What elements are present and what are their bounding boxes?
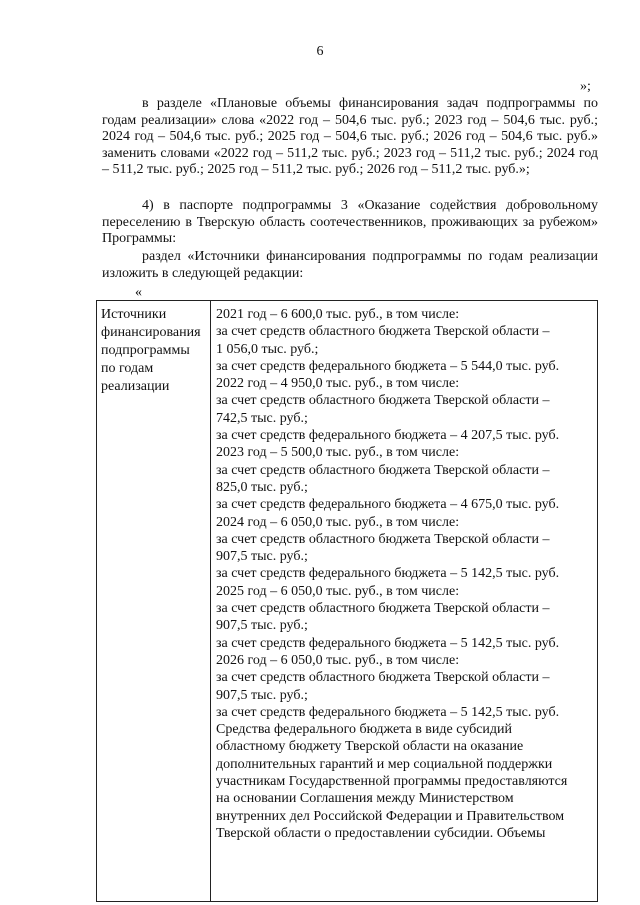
table-funding-line: за счет средств федерального бюджета – 4 675,0 тыс. руб.: [216, 497, 560, 513]
table-funding-details-cell: [211, 301, 597, 901]
table-funding-line: за счет средств областного бюджета Тверской области –: [216, 670, 550, 686]
table-funding-line: за счет средств областного бюджета Тверской области –: [216, 393, 550, 409]
table-funding-line: 1 056,0 тыс. руб.;: [216, 341, 319, 357]
table-label-line: реализации: [101, 379, 170, 394]
paragraph-funding-amendment: в разделе «Плановые объемы финансирования задач подпрограммы по годам реализации» слова «2022 год – 504,6 тыс. руб.; 2023 год – 504,6 тыс. руб.; 2024 год – 504,6 тыс. руб.; 2025 год – 504,6 тыс. руб.; 2026 год – 504,6 тыс. руб.» заменить словами «2022 год – 511,2 тыс. руб.; 2023 год – 511,2 тыс. руб.; 2024 год – 511,2 тыс. руб.; 2025 год – 511,2 тыс. руб.; 2026 год – 511,2 тыс. руб.»;: [102, 96, 598, 177]
table-funding-line: за счет средств областного бюджета Тверской области –: [216, 324, 550, 340]
table-funding-line: Тверской области о предоставлении субсидии. Объемы: [216, 825, 546, 841]
table-funding-line: внутренних дел Российской Федерации и Правительством: [216, 808, 565, 824]
table-funding-line: 2025 год – 6 050,0 тыс. руб., в том числе:: [216, 583, 460, 599]
paragraph-section-intro: раздел «Источники финансирования подпрограммы по годам реализации изложить в следующей редакции:: [102, 249, 598, 281]
table-funding-line: за счет средств федерального бюджета – 5 544,0 тыс. руб.: [216, 358, 560, 374]
table-funding-line: за счет средств федерального бюджета – 5 142,5 тыс. руб.: [216, 704, 560, 720]
table-label-line: подпрограммы: [101, 343, 190, 358]
funding-sources-table: [96, 300, 598, 902]
table-funding-line: 907,5 тыс. руб.;: [216, 618, 308, 634]
table-label-line: финансирования: [101, 325, 201, 340]
closing-quote: »;: [580, 79, 591, 94]
table-funding-line: участникам Государственной программы предоставляются: [216, 774, 568, 790]
opening-quote: «: [135, 285, 142, 300]
table-funding-line: 2026 год – 6 050,0 тыс. руб., в том числе:: [216, 652, 460, 668]
table-label-line: по годам: [101, 361, 154, 376]
paragraph-subprogram-3: 4) в паспорте подпрограммы 3 «Оказание содействия добровольному переселению в Тверскую область соотечественников, проживающих за рубежом» Программы:: [102, 198, 598, 246]
table-funding-line: за счет средств областного бюджета Тверской области –: [216, 601, 550, 617]
table-funding-line: за счет средств федерального бюджета – 5 142,5 тыс. руб.: [216, 566, 560, 582]
table-row-header-cell: [97, 301, 211, 901]
table-funding-line: Средства федерального бюджета в виде субсидий: [216, 722, 513, 738]
table-funding-line: 825,0 тыс. руб.;: [216, 479, 308, 495]
page-number: 6: [316, 44, 324, 59]
table-funding-line: дополнительных гарантий и мер социальной поддержки: [216, 756, 553, 772]
table-label-line: Источники: [101, 307, 167, 322]
table-funding-line: за счет средств областного бюджета Тверской области –: [216, 462, 550, 478]
table-funding-line: 742,5 тыс. руб.;: [216, 410, 308, 426]
table-funding-line: 907,5 тыс. руб.;: [216, 687, 308, 703]
table-funding-line: 2023 год – 5 500,0 тыс. руб., в том числе:: [216, 445, 460, 461]
table-funding-line: за счет средств федерального бюджета – 5 142,5 тыс. руб.: [216, 635, 560, 651]
table-funding-line: 2022 год – 4 950,0 тыс. руб., в том числе:: [216, 376, 460, 392]
table-funding-line: областному бюджету Тверской области на оказание: [216, 739, 524, 755]
table-funding-line: 2024 год – 6 050,0 тыс. руб., в том числе:: [216, 514, 460, 530]
table-funding-line: на основании Соглашения между Министерством: [216, 791, 514, 807]
table-funding-line: 2021 год – 6 600,0 тыс. руб., в том числе:: [216, 307, 460, 322]
table-funding-line: за счет средств областного бюджета Тверской области –: [216, 531, 550, 547]
table-funding-line: 907,5 тыс. руб.;: [216, 549, 308, 565]
table-funding-line: за счет средств федерального бюджета – 4 207,5 тыс. руб.: [216, 428, 560, 444]
